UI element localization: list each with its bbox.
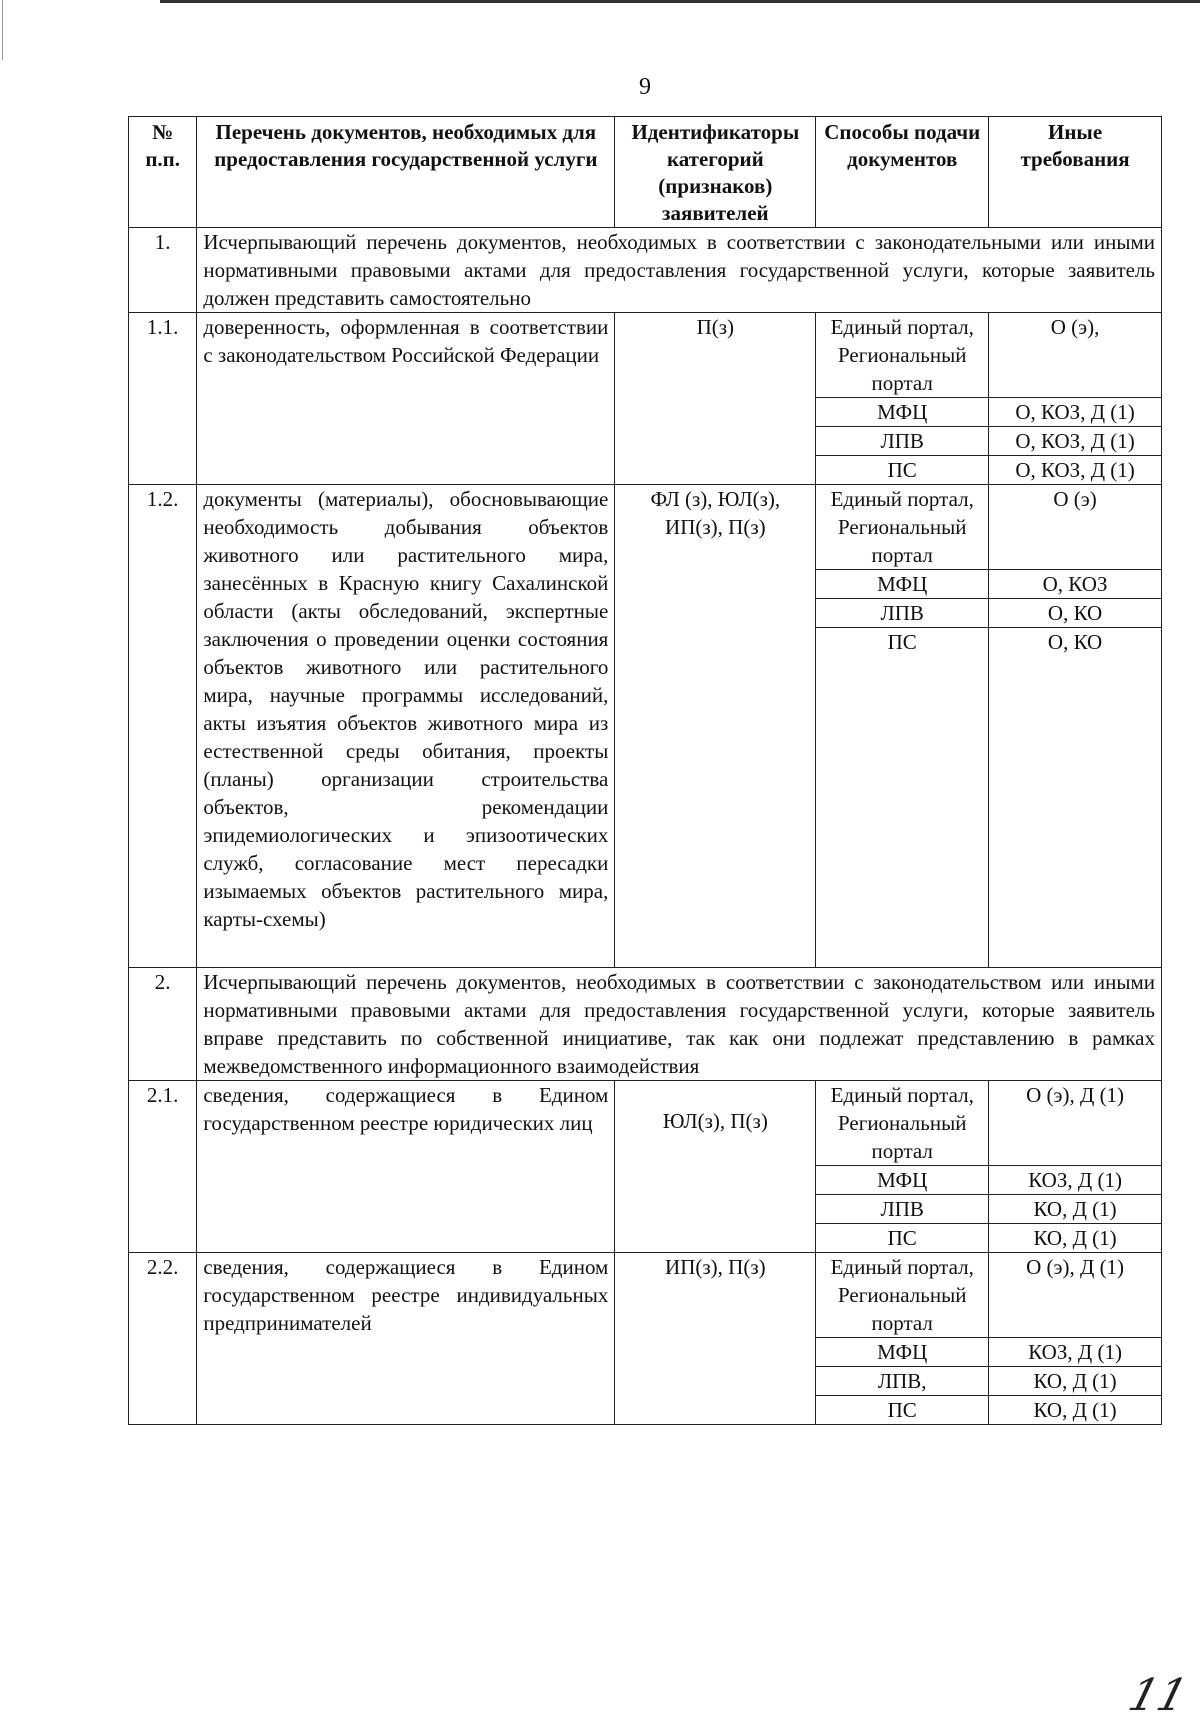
page-number: 9 [639,74,651,100]
document-description: сведения, содержащиеся в Едином государственном реестре индивидуальных предпринимателей [197,1253,615,1425]
other-requirement: КО, Д (1) [989,1396,1162,1425]
other-requirement: О, КОЗ, Д (1) [989,456,1162,485]
submission-way: Единый портал, Региональный портал [816,1253,989,1338]
submission-way: МФЦ [816,1338,989,1367]
submission-way: Единый портал, Региональный портал [816,313,989,398]
submission-way: Единый портал, Региональный портал [816,1081,989,1166]
submission-way: Единый портал, Региональный портал [816,485,989,570]
submission-way: МФЦ [816,570,989,599]
row-num: 1.2. [129,485,197,968]
applicant-identifiers: ЮЛ(з), П(з) [615,1081,816,1253]
submission-way: ПС [816,628,989,968]
left-rule [2,0,3,60]
applicant-identifiers: ИП(з), П(з) [615,1253,816,1425]
document-description: доверенность, оформленная в соответствии с законодательством Российской Федерации [197,313,615,485]
document-description: документы (материалы), обосновывающие необходимость добывания объектов животного или растительного мира, занесённых в Красную книгу Сахалинской области (акты обследований, экспертные заключения о проведении оценки состояния объектов животного или растительного мира, научные программы исследований, акты изъятия объектов животного мира из естественной среды обитания, проекты (планы) организации строительства объектов, рекомендации эпидемиологических и эпизоотических служб, согласование мест пересадки изымаемых объектов растительного мира, карты-схемы) [197,485,615,968]
other-requirement: О, КО [989,628,1162,968]
row-num: 2.2. [129,1253,197,1425]
section-num: 2. [129,968,197,1081]
header-num: № п.п. [129,117,197,228]
submission-way: ЛПВ, [816,1367,989,1396]
row-num: 2.1. [129,1081,197,1253]
other-requirement: О (э), Д (1) [989,1081,1162,1166]
other-requirement: О, КО [989,599,1162,628]
table-row [129,313,1162,398]
top-rule [160,0,1200,3]
submission-way: МФЦ [816,398,989,427]
header-ways: Способы подачи документов [816,117,989,228]
other-requirement: КО, Д (1) [989,1367,1162,1396]
documents-table [128,116,1162,1425]
table-row [129,485,1162,570]
other-requirement: О, КОЗ [989,570,1162,599]
other-requirement: О (э), Д (1) [989,1253,1162,1338]
other-requirement: КО, Д (1) [989,1224,1162,1253]
other-requirement: О, КОЗ, Д (1) [989,398,1162,427]
header-reqs: Иные требования [989,117,1162,228]
submission-way: ЛПВ [816,599,989,628]
row-num: 1.1. [129,313,197,485]
other-requirement: КОЗ, Д (1) [989,1338,1162,1367]
submission-way: ПС [816,456,989,485]
header-ids: Идентификаторы категорий (признаков) заявителей [615,117,816,228]
header-row [129,117,1162,228]
other-requirement: КО, Д (1) [989,1195,1162,1224]
applicant-identifiers: ФЛ (з), ЮЛ(з), ИП(з), П(з) [615,485,816,968]
other-requirement: О (э), [989,313,1162,398]
section-row [129,968,1162,1081]
other-requirement: О, КОЗ, Д (1) [989,427,1162,456]
other-requirement: О (э) [989,485,1162,570]
submission-way: ЛПВ [816,1195,989,1224]
applicant-identifiers: П(з) [615,313,816,485]
section-text: Исчерпывающий перечень документов, необходимых в соответствии с законодательством или иными нормативными правовыми актами для предоставления государственной услуги, которые заявитель вправе представить по собственной инициативе, так как они подлежат представлению в рамках межведомственного информационного взаимодействия [197,968,1162,1081]
other-requirement: КОЗ, Д (1) [989,1166,1162,1195]
table-row [129,1081,1162,1166]
section-num: 1. [129,228,197,313]
section-row [129,228,1162,313]
submission-way: МФЦ [816,1166,989,1195]
document-description: сведения, содержащиеся в Едином государственном реестре юридических лиц [197,1081,615,1253]
submission-way: ПС [816,1396,989,1425]
section-text: Исчерпывающий перечень документов, необходимых в соответствии с законодательными или иными нормативными правовыми актами для предоставления государственной услуги, которые заявитель должен представить самостоятельно [197,228,1162,313]
header-doc: Перечень документов, необходимых для предоставления государственной услуги [197,117,615,228]
submission-way: ПС [816,1224,989,1253]
handwritten-page-mark: 11 [1123,1670,1193,1721]
submission-way: ЛПВ [816,427,989,456]
table-row [129,1253,1162,1338]
